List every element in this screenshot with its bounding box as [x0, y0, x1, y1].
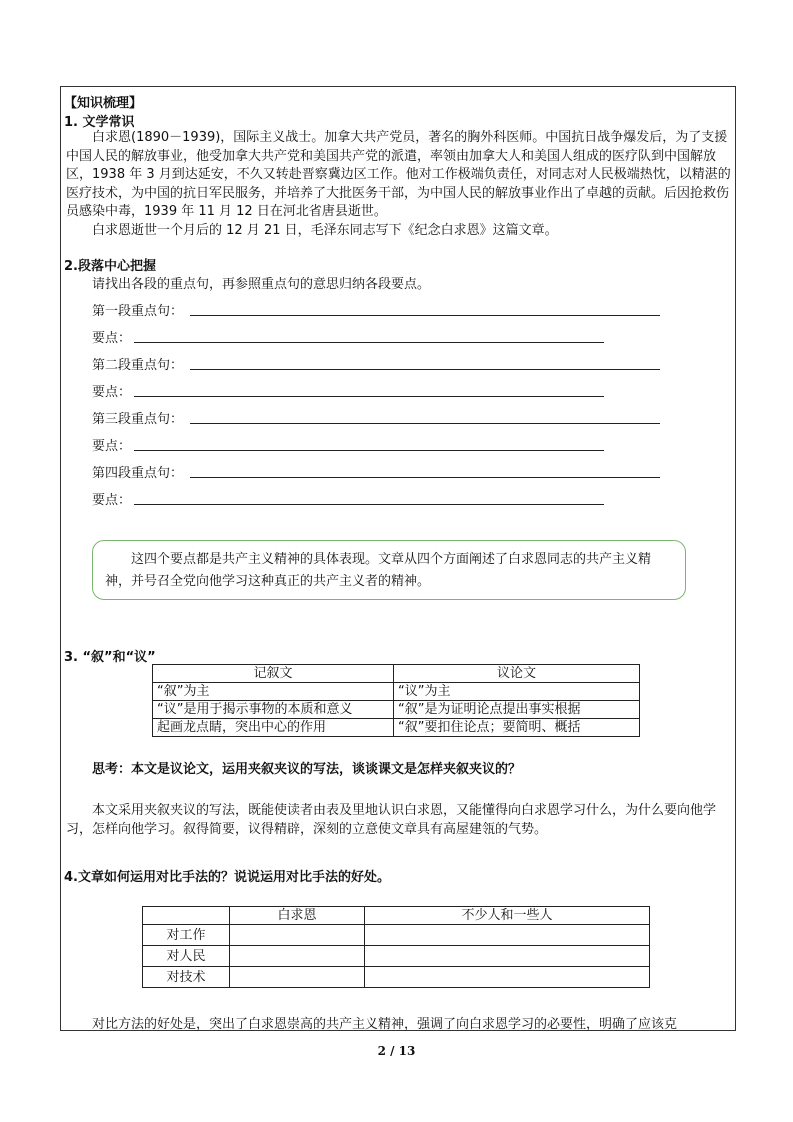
summary-callout — [92, 540, 686, 600]
section-heading: 【知识梳理】 — [64, 96, 143, 111]
think-answer — [66, 802, 732, 839]
point-label-2: 要点： — [92, 385, 132, 400]
bethune-bio-paragraph: 白求恩(1890－1939)，国际主义战士。加拿大共产党员，著名的胸外科医师。中国抗日战争爆发后，为了支援中国人民的解放事业，他受加拿大共产党和美国共产党的派遣，率领由加拿大人和美国人组成的医疗队到中国解放区，1938 年 3 月到达延安，不久又转赴晋察冀边区工作。他对工作极端负责任，对同志对人民极端热忱，以精湛的医疗技术，为中国的抗日军民服务，并培养了大批医务干部，为中国人民的解放事业作出了卓越的贡献。后因抢救伤员感染中毒，1939 年 11 月 12 日在河北省唐县逝世。 — [66, 130, 731, 220]
answer-cell-others-people[interactable] — [365, 946, 650, 967]
table-header-row — [153, 665, 640, 683]
answer-cell-bethune-skill[interactable] — [230, 967, 365, 988]
page-number: 2 / 13 — [377, 1044, 416, 1058]
key-sentence-blank-2[interactable] — [190, 369, 660, 370]
point-blank-2[interactable] — [134, 396, 604, 397]
row-label-people: 对人民 — [143, 946, 230, 967]
header-argument: 议论文 — [394, 665, 640, 683]
header-bethune: 白求恩 — [230, 907, 365, 925]
table-row — [143, 946, 650, 967]
answer-cell-bethune-people[interactable] — [230, 946, 365, 967]
row-label-skill: 对技术 — [143, 967, 230, 988]
essay-origin-paragraph: 白求恩逝世一个月后的 12 月 21 日，毛泽东同志写下《纪念白求恩》这篇文章。 — [92, 222, 558, 238]
section-2-instruction: 请找出各段的重点句，再参照重点句的意思归纳各段要点。 — [92, 277, 431, 292]
header-narrative: 记叙文 — [153, 665, 394, 683]
key-sentence-label-1: 第一段重点句： — [92, 304, 184, 319]
key-sentence-blank-1[interactable] — [190, 315, 660, 316]
answer-cell-others-work[interactable] — [365, 925, 650, 946]
section-3-title: 3. “叙”和“议” — [64, 650, 156, 665]
think-question: 思考：本文是议论文，运用夹叙夹议的写法，谈谈课文是怎样夹叙夹议的？ — [92, 762, 522, 777]
key-sentence-blank-3[interactable] — [190, 423, 660, 424]
table-cell: “叙”是为证明论点提出事实根据 — [394, 701, 640, 719]
section-1-title: 1. 文学常识 — [64, 115, 135, 130]
key-sentence-label-4: 第四段重点句： — [92, 466, 184, 481]
point-blank-1[interactable] — [134, 342, 604, 343]
table-cell: “叙”为主 — [153, 683, 394, 701]
table-cell: 起画龙点睛，突出中心的作用 — [153, 719, 394, 737]
table-cell: “叙”要扣住论点；要简明、概括 — [394, 719, 640, 737]
row-label-work: 对工作 — [143, 925, 230, 946]
table-row — [143, 925, 650, 946]
key-sentence-blank-4[interactable] — [190, 477, 660, 478]
think-answer-text: 本文采用夹叙夹议的写法，既能使读者由表及里地认识白求恩，又能懂得向白求恩学习什么，为什么要向他学习，怎样向他学习。叙得简要，议得精辟，深刻的立意使文章具有高屋建瓴的气势。 — [66, 803, 717, 837]
section-2-title: 2.段落中心把握 — [64, 259, 156, 274]
table-cell: “议”是用于揭示事物的本质和意义 — [153, 701, 394, 719]
header-others: 不少人和一些人 — [365, 907, 650, 925]
contrast-answer-text: 对比方法的好处是，突出了白求恩崇高的共产主义精神，强调了向白求恩学习的必要性，明确了应该克 — [92, 1017, 678, 1031]
point-label-1: 要点： — [92, 331, 132, 346]
key-sentence-label-2: 第二段重点句： — [92, 358, 184, 373]
table-header-row — [143, 907, 650, 925]
point-label-3: 要点： — [92, 439, 132, 454]
narrative-argument-table — [152, 664, 640, 737]
table-cell: “议”为主 — [394, 683, 640, 701]
answer-cell-bethune-work[interactable] — [230, 925, 365, 946]
contrast-table — [142, 906, 650, 988]
header-empty — [143, 907, 230, 925]
point-label-4: 要点： — [92, 493, 132, 508]
contrast-answer — [66, 1016, 732, 1031]
table-row — [153, 683, 640, 701]
summary-callout-text: 这四个要点都是共产主义精神的具体表现。文章从四个方面阐述了白求恩同志的共产主义精神，并号召全党向他学习这种真正的共产主义者的精神。 — [105, 552, 652, 589]
table-row — [153, 719, 640, 737]
section-1-body — [66, 129, 732, 241]
section-4-title: 4.文章如何运用对比手法的？说说运用对比手法的好处。 — [64, 870, 390, 885]
table-row — [143, 967, 650, 988]
answer-cell-others-skill[interactable] — [365, 967, 650, 988]
table-row — [153, 701, 640, 719]
point-blank-4[interactable] — [134, 504, 604, 505]
key-sentence-label-3: 第三段重点句： — [92, 412, 184, 427]
point-blank-3[interactable] — [134, 450, 604, 451]
